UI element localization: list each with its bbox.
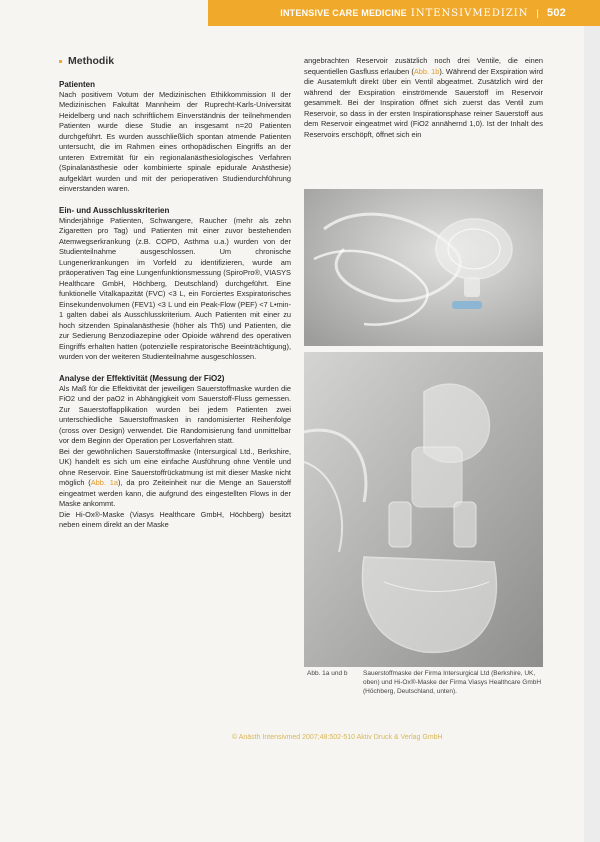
patients-title: Patienten	[59, 79, 96, 89]
header-separator: |	[536, 8, 540, 18]
figure-caption	[307, 669, 545, 696]
criteria-paragraph: Minderjährige Patienten, Schwangere, Raucher (mehr als zehn Zigaretten pro Tag) und Patienten mit einer zuvor bestehenden Atemwegserkrankung (z.B. COPD, Asthma u.a.) wurden von der Studienteilnahme ausgeschlossen. Um chronische Lungenerkrankungen im Vorfeld zu identifizieren, wurde am präoperativen Tag eine Lungenfunktionsmessung (SpiroPro®, VIASYS Healthcare GmbH, Höchberg, Deutschland) durchgeführt. Eine funktionelle Vitalkapazität (FVC) <3 L, ein Forciertes Exspiratorisches Einsekundenvolumen (FEV1) <3 L und ein Peak-Flow (PEF) <7 L•min-1 galten dabei als Ausschlusskriterium. Auch Patienten mit einer zu hoch sitzenden Spinalanästhesie (höher als Th5) und Patienten, die zur Sedierung Benzodiazepine oder Opioide während des operativen Eingriffs erhalten hatten (potenzielle respiratorische Beeinträchtigung), wurden von der weiteren Studienteilnahme ausgeschlossen.	[59, 215, 291, 361]
caption-label: Abb. 1a und b	[307, 670, 348, 677]
analysis-paragraph-1: Als Maß für die Effektivität der jeweiligen Sauerstoffmaske wurden die FiO2 und der paO2 in Abhängigkeit vom Sauerstoff-Fluss gemessen. Zur Sauerstoffapplikation wurden bei jedem Patienten zwei unterschiedliche Sauerstoffmasken in randomisierter Reihenfolge (cross over Design) verwendet. Die Randomisierung fand unmittelbar vor dem Beginn der Operation per Losverfahren statt.	[59, 383, 291, 445]
criteria-title: Ein- und Ausschlusskriterien	[59, 205, 170, 215]
left-column	[59, 56, 291, 531]
page-number: 502	[547, 7, 566, 19]
page-header	[208, 0, 600, 26]
journal-name: INTENSIVE CARE MEDICINE	[280, 8, 407, 18]
analysis-text-post: ), da pro Zeiteinheit nur die Menge an Sauerstoff eingeatmet werden kann, die aufgrund des eingestellten Flows in der Maske ankommt.	[59, 478, 291, 508]
analysis-paragraph-2	[59, 447, 291, 510]
mask-photo-bottom	[304, 352, 543, 667]
right-column	[304, 56, 543, 140]
figure-ref-1b[interactable]: Abb. 1b	[413, 66, 440, 76]
figure-ref-1a[interactable]: Abb. 1a	[90, 478, 118, 487]
photo-oxygen-mask-standard	[304, 189, 543, 346]
section-heading	[59, 56, 291, 67]
analysis-paragraph-3: Die Hi-Ox®-Maske (Viasys Healthcare GmbH, Höchberg) besitzt neben einem direkt an der Maske	[59, 509, 291, 529]
analysis-text-pre: Bei der gewöhnlichen Sauerstoffmaske (Intersurgical Ltd., Berkshire, UK) handelt es sich um eine einfache Ausführung ohne Ventile und ohne Reservoir. Eine Sauerstoffrückatmung ist mit dieser Maske nicht möglich (	[59, 446, 291, 487]
photo-hi-ox-mask	[304, 352, 543, 667]
section-name: INTENSIVMEDIZIN	[410, 7, 529, 19]
mask-photo-top	[304, 189, 543, 346]
heading-bullet-icon	[59, 60, 62, 63]
patients-paragraph: Nach positivem Votum der Medizinischen Ethikkommission II der Medizinischen Fakultät Mannheim der Ruprecht-Karls-Universität Heidelberg und nach schriftlichem Einverständnis der teilnehmenden Patienten wurde diese Studie an insgesamt n=20 Patienten durchgeführt. Es wurden ausschließlich spontan atmende Patienten untersucht, die im Rahmen eines orthopädischen Eingriffs an der unteren Extremität für ein regionalanästhesiologisches Verfahren (Spinalanästhesie oder kombinierte spinale epidurale Anästhesie) aufgeklärt wurden und mit der perioperativen Studiendurchführung einverstanden waren.	[59, 89, 291, 193]
section-heading-text: Methodik	[68, 55, 115, 67]
analysis-title: Analyse der Effektivität (Messung der FiO2)	[59, 373, 225, 383]
right-text-pre: angebrachten Reservoir zusätzlich noch drei Ventile, die einen sequentiellen Gasfluss erlauben (	[304, 56, 543, 76]
right-text-post: ). Während der Exspiration wird die Ausatemluft direkt über ein Ventil abgeatmet. Zusätzlich wird der während der Exspiration einströmende Sauerstoff im Reservoir gesammelt. Bei der Inspiration öffnet sich zuerst das Ventil zum Reservoir, so dass in der ersten Inspirationsphase reiner Sauerstoff aus dem Reservoir eingeatmet wird (FiO2 annähernd 1,0). Ist der Inhalt des Reservoirs erschöpft, öffnet sich ein	[304, 66, 543, 139]
page-side-strip	[584, 26, 600, 842]
caption-text: Sauerstoffmaske der Firma Intersurgical Ltd (Berkshire, UK, oben) und Hi-Ox®-Maske der Firma Viasys Healthcare GmbH (Höchberg, Deutschland, unten).	[363, 670, 542, 695]
right-paragraph	[304, 56, 543, 140]
page-footer: © Anästh Intensivmed 2007;48:502-510 Aktiv Druck & Verlag GmbH	[232, 734, 443, 741]
